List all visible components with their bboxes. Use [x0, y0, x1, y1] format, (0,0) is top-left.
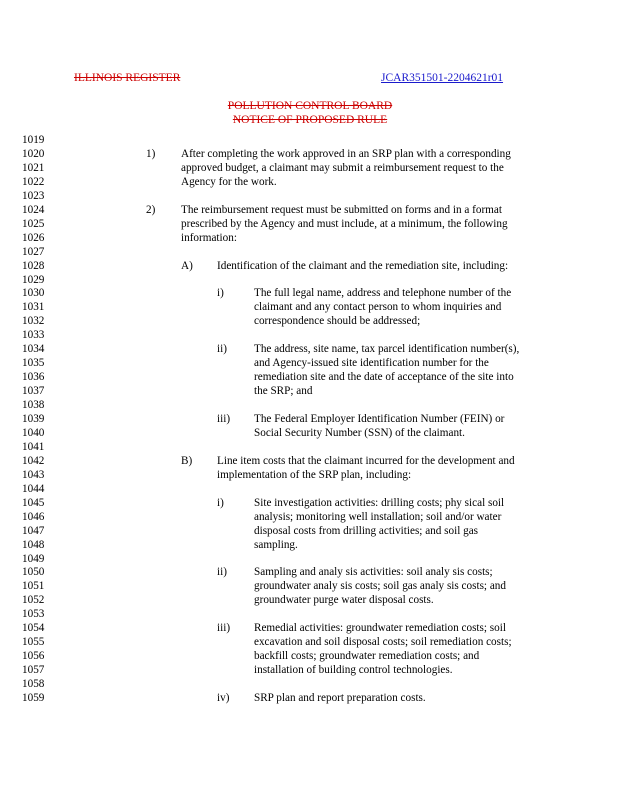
item-text-line: Remedial activities: groundwater remediation costs; soil	[254, 622, 506, 635]
item-label: iv)	[217, 692, 230, 704]
line-number: 1025	[22, 217, 45, 230]
line-number: 1035	[22, 357, 45, 370]
item-text-line: Site investigation activities: drilling costs; phy sical soil	[254, 496, 505, 509]
item-text-line: disposal costs from drilling activities; and soil gas	[254, 524, 479, 537]
notice-title: NOTICE OF PROPOSED RULE	[232, 114, 388, 126]
item-label: A)	[181, 259, 193, 272]
line-number: 1029	[22, 273, 45, 286]
item-text-line: The full legal name, address and telephone number of the	[254, 287, 512, 300]
line-number: 1026	[22, 231, 45, 244]
item-text-line: excavation and soil disposal costs; soil remediation costs;	[254, 636, 512, 649]
item-text-line: prescribed by the Agency and must include, at a minimum, the following	[181, 217, 508, 230]
line-number: 1021	[22, 161, 45, 174]
item-label: iii)	[217, 413, 231, 425]
line-number: 1046	[22, 510, 45, 523]
item-label: i)	[217, 496, 224, 509]
line-number: 1022	[22, 175, 45, 188]
register-header: ILLINOIS REGISTER	[74, 72, 181, 84]
line-number: 1056	[22, 650, 45, 663]
line-number: 1057	[22, 664, 45, 677]
line-number: 1047	[22, 524, 45, 537]
item-text-line: analysis; monitoring well installation; soil and/or water	[254, 510, 502, 523]
line-number: 1030	[22, 287, 45, 300]
item-label: ii)	[217, 343, 227, 356]
item-text-line: information:	[181, 231, 237, 244]
line-number: 1043	[22, 468, 45, 481]
item-text-line: groundwater purge water disposal costs.	[254, 594, 434, 607]
line-number: 1031	[22, 301, 45, 314]
line-number: 1051	[22, 580, 45, 593]
item-text-line: approved budget, a claimant may submit a reimbursement request to the	[181, 161, 504, 174]
item-text-line: SRP plan and report preparation costs.	[254, 692, 426, 704]
item-text-line: sampling.	[254, 538, 298, 551]
item-text-line: groundwater analy sis costs; soil gas analy sis costs; and	[254, 580, 506, 593]
item-label: 2)	[146, 203, 156, 216]
item-text-line: and Agency-issued site identification number for the	[254, 357, 489, 370]
item-text-line: the SRP; and	[254, 385, 313, 398]
line-number: 1024	[22, 203, 45, 216]
line-number: 1055	[22, 636, 45, 649]
line-number: 1034	[22, 343, 45, 356]
item-text-line: After completing the work approved in an SRP plan with a corresponding	[181, 147, 511, 160]
line-number: 1039	[22, 413, 45, 425]
line-number: 1036	[22, 371, 45, 384]
item-text-line: remediation site and the date of acceptance of the site into	[254, 371, 514, 384]
item-label: iii)	[217, 622, 231, 635]
line-number: 1048	[22, 538, 45, 551]
line-number: 1053	[22, 608, 45, 621]
line-number: 1032	[22, 315, 45, 328]
item-text-line: implementation of the SRP plan, including:	[217, 468, 412, 481]
line-number: 1059	[22, 692, 45, 704]
item-text-line: Agency for the work.	[181, 175, 277, 188]
item-text-line: installation of building control technologies.	[254, 664, 453, 677]
item-label: B)	[181, 454, 193, 467]
line-number: 1045	[22, 496, 45, 509]
line-number: 1020	[22, 147, 45, 160]
line-number: 1058	[22, 678, 45, 691]
item-text-line: Identification of the claimant and the remediation site, including:	[217, 259, 509, 272]
line-number: 1044	[22, 482, 45, 495]
item-text-line: Sampling and analy sis activities: soil analy sis costs;	[254, 566, 493, 579]
document-id-link[interactable]: JCAR351501-2204621r01	[381, 72, 504, 84]
line-number: 1054	[22, 622, 45, 635]
line-number: 1023	[22, 189, 45, 202]
item-text-line: The Federal Employer Identification Number (FEIN) or	[254, 413, 505, 425]
item-text-line: correspondence should be addressed;	[254, 315, 421, 328]
board-title: POLLUTION CONTROL BOARD	[227, 100, 393, 112]
item-text-line: claimant and any contact person to whom inquiries and	[254, 301, 502, 314]
line-number: 1049	[22, 552, 45, 565]
item-label: ii)	[217, 566, 227, 579]
line-number: 1037	[22, 385, 45, 398]
item-text-line: The reimbursement request must be submitted on forms and in a format	[181, 203, 502, 216]
item-text-line: Social Security Number (SSN) of the claimant.	[254, 426, 465, 439]
line-number: 1050	[22, 566, 45, 579]
line-number: 1052	[22, 594, 45, 607]
line-number: 1038	[22, 399, 45, 412]
item-label: 1)	[146, 147, 156, 160]
item-text-line: Line item costs that the claimant incurred for the development and	[217, 454, 515, 467]
item-text-line: The address, site name, tax parcel identification number(s),	[254, 343, 520, 356]
line-number: 1040	[22, 426, 45, 439]
line-number: 1027	[22, 245, 45, 258]
line-number: 1033	[22, 329, 45, 342]
line-number: 1042	[22, 454, 45, 467]
line-number: 1028	[22, 259, 45, 272]
item-text-line: backfill costs; groundwater remediation costs; and	[254, 650, 480, 663]
line-number: 1019	[22, 134, 45, 146]
line-number: 1041	[22, 440, 45, 453]
item-label: i)	[217, 287, 224, 300]
